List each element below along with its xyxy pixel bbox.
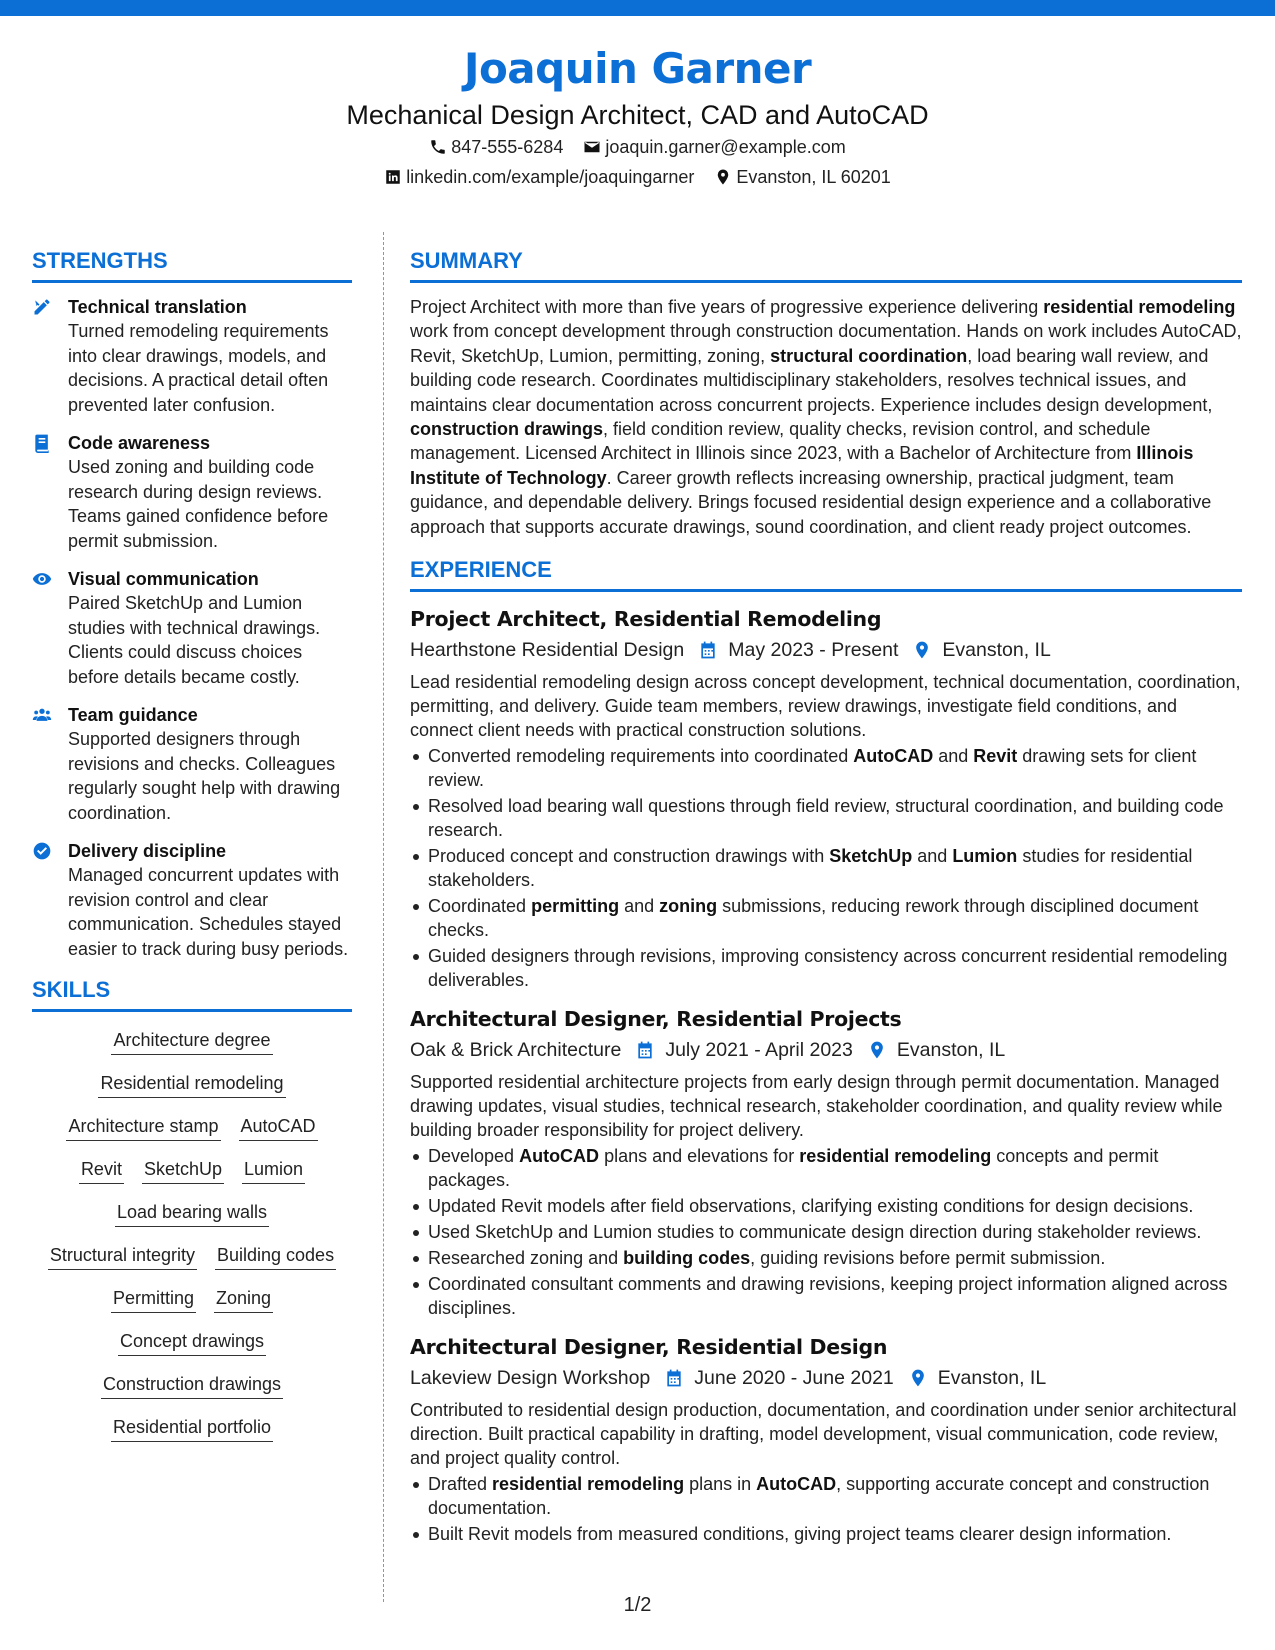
job-location: Evanston, IL bbox=[896, 1039, 1006, 1062]
summary-fragment: . Career growth reflects increasing ownership, practical judgment, team guidance, and dependable delivery. Brings focused residential design experience and a collaborative approach that supports accurate drawings, sound coordination, and client ready project outcomes. bbox=[410, 467, 1212, 537]
skill-tag: Lumion bbox=[242, 1157, 305, 1184]
email-text: joaquin.garner@example.com bbox=[605, 137, 846, 157]
page-number: 1/2 bbox=[623, 1594, 652, 1616]
list-item bbox=[410, 1220, 1242, 1244]
list-item bbox=[410, 1144, 1242, 1192]
strengths-heading: STRENGTHS bbox=[32, 246, 352, 283]
candidate-name: Joaquin Garner bbox=[463, 44, 812, 93]
strength-item bbox=[32, 703, 352, 825]
strength-title: Delivery discipline bbox=[68, 841, 227, 861]
skills-row bbox=[36, 1329, 348, 1356]
bullet-fragment: AutoCAD bbox=[519, 1146, 600, 1167]
list-item bbox=[410, 894, 1242, 942]
bullet-fragment: Coordinated consultant comments and drawing revisions, keeping project information aligned across disciplines. bbox=[428, 1274, 1228, 1319]
skills-row bbox=[36, 1157, 348, 1184]
strength-icon-wrap bbox=[32, 567, 54, 689]
skill-tag: Concept drawings bbox=[118, 1329, 266, 1356]
job-dates: May 2023 - Present bbox=[728, 639, 899, 662]
strength-item bbox=[32, 839, 352, 961]
list-item bbox=[410, 944, 1242, 992]
calendar-icon bbox=[664, 1368, 684, 1388]
bullet-fragment: and bbox=[619, 896, 660, 917]
skill-tag: Building codes bbox=[215, 1243, 336, 1270]
skills-list bbox=[32, 1024, 352, 1442]
strength-icon-wrap bbox=[32, 703, 54, 825]
job-meta bbox=[410, 1034, 1242, 1066]
summary-fragment: Project Architect with more than five years of progressive experience delivering bbox=[410, 297, 1044, 317]
summary-fragment: , load bearing wall review, and building code research. Coordinates multidisciplinary stakeholders, resolves technical issues, and maintains clear documentation across concurrent projects. Experience includes design development, bbox=[410, 345, 1213, 415]
strength-body bbox=[68, 567, 352, 689]
bullet-fragment: and bbox=[933, 746, 974, 767]
skill-tag: AutoCAD bbox=[239, 1114, 318, 1141]
bullet-fragment: , guiding revisions before permit submission. bbox=[750, 1248, 1106, 1269]
phone-icon bbox=[429, 138, 447, 156]
summary-fragment: Illinois Institute of Technology bbox=[410, 443, 1194, 488]
list-item bbox=[410, 1472, 1242, 1520]
job-entry bbox=[410, 1332, 1242, 1546]
bullet-fragment: AutoCAD bbox=[756, 1474, 837, 1495]
job-title: Architectural Designer, Residential Projects bbox=[410, 1007, 902, 1032]
email-contact[interactable] bbox=[583, 132, 845, 162]
skills-row bbox=[36, 1071, 348, 1098]
job-bullets bbox=[410, 1144, 1242, 1320]
skill-tag: Construction drawings bbox=[101, 1372, 283, 1399]
map-pin-icon bbox=[912, 640, 932, 660]
bullet-fragment: AutoCAD bbox=[853, 746, 934, 767]
bullet-fragment: zoning bbox=[659, 896, 718, 917]
job-description: Supported residential architecture projects from early design through permit documentation. Managed drawing updates, visual studies, technical research, stakeholder coordination, and quality review while building broader responsibility for project delivery. bbox=[410, 1072, 1223, 1141]
bullet-fragment: Lumion bbox=[952, 846, 1018, 867]
bullet-fragment: Drafted bbox=[428, 1474, 493, 1495]
strength-icon-wrap bbox=[32, 431, 54, 553]
list-item bbox=[410, 744, 1242, 792]
bullet-fragment: Guided designers through revisions, improving consistency across concurrent residential remodeling deliverables. bbox=[428, 946, 1228, 991]
linkedin-icon bbox=[384, 168, 402, 186]
skill-tag: Residential portfolio bbox=[111, 1415, 273, 1442]
map-pin-icon bbox=[714, 168, 732, 186]
map-pin-icon bbox=[908, 1368, 928, 1388]
strength-body bbox=[68, 295, 352, 417]
strength-item bbox=[32, 431, 352, 553]
strength-title: Team guidance bbox=[68, 705, 198, 725]
job-title: Project Architect, Residential Remodeling bbox=[410, 607, 882, 632]
company-name: Oak & Brick Architecture bbox=[410, 1039, 622, 1062]
bullet-fragment: studies for residential stakeholders. bbox=[428, 846, 1193, 891]
skills-row bbox=[36, 1372, 348, 1399]
skills-row bbox=[36, 1114, 348, 1141]
strength-body bbox=[68, 431, 352, 553]
experience-list bbox=[410, 604, 1242, 1546]
map-pin-icon bbox=[867, 1040, 887, 1060]
skill-tag: Residential remodeling bbox=[98, 1071, 285, 1098]
job-entry bbox=[410, 604, 1242, 992]
job-bullets bbox=[410, 1472, 1242, 1546]
skills-row bbox=[36, 1200, 348, 1227]
location-text: Evanston, IL 60201 bbox=[736, 167, 891, 187]
bullet-fragment: building codes bbox=[623, 1248, 751, 1269]
skill-tag: Permitting bbox=[111, 1286, 196, 1313]
bullet-fragment: drawing sets for client review. bbox=[428, 746, 1197, 791]
job-dates: June 2020 - June 2021 bbox=[694, 1367, 894, 1390]
summary-fragment: structural coordination bbox=[770, 345, 968, 366]
summary-fragment: , field condition review, quality checks, revision control, and schedule management. Licensed Architect in Illinois since 2023, with a Bachelor of Architecture from bbox=[410, 419, 1151, 464]
summary-fragment: work from concept development through construction documentation. Hands on work includes AutoCAD, Revit, SketchUp, Lumion, permitting, zoning, bbox=[410, 321, 1242, 366]
summary-heading: SUMMARY bbox=[410, 246, 1242, 283]
envelope-icon bbox=[583, 138, 601, 156]
company-name: Hearthstone Residential Design bbox=[410, 639, 685, 662]
linkedin-contact[interactable] bbox=[384, 162, 694, 192]
strength-title: Visual communication bbox=[68, 569, 259, 589]
job-entry bbox=[410, 1004, 1242, 1320]
phone-contact[interactable] bbox=[429, 132, 563, 162]
summary-fragment: residential remodeling bbox=[1043, 297, 1236, 317]
job-location: Evanston, IL bbox=[937, 1367, 1047, 1390]
bullet-fragment: Updated Revit models after field observations, clarifying existing conditions for design decisions. bbox=[428, 1196, 1194, 1217]
resume-header bbox=[0, 40, 1275, 192]
strength-body bbox=[68, 839, 352, 961]
list-item bbox=[410, 1522, 1242, 1546]
bullet-fragment: SketchUp bbox=[829, 846, 913, 867]
list-item bbox=[410, 1272, 1242, 1320]
strength-text: Used zoning and building code research during design reviews. Teams gained confidence before permit submission. bbox=[68, 457, 329, 551]
strength-icon-wrap bbox=[32, 839, 54, 961]
strength-text: Supported designers through revisions and checks. Colleagues regularly sought help with drawing coordination. bbox=[68, 729, 341, 823]
strengths-list bbox=[32, 295, 352, 961]
job-dates: July 2021 - April 2023 bbox=[665, 1039, 853, 1062]
bullet-fragment: residential remodeling bbox=[799, 1146, 992, 1167]
bullet-fragment: submissions, reducing rework through disciplined document checks. bbox=[428, 896, 1199, 941]
strength-body bbox=[68, 703, 352, 825]
phone-text: 847-555-6284 bbox=[451, 137, 564, 157]
contact-row-1 bbox=[0, 132, 1275, 162]
skill-tag: Architecture degree bbox=[111, 1028, 272, 1055]
skills-row bbox=[36, 1286, 348, 1313]
bullet-fragment: Built Revit models from measured conditions, giving project teams clearer design information. bbox=[428, 1524, 1172, 1545]
strength-text: Managed concurrent updates with revision control and clear communication. Schedules stayed easier to track during busy periods. bbox=[68, 865, 349, 959]
skill-tag: Architecture stamp bbox=[66, 1114, 220, 1141]
list-item bbox=[410, 1194, 1242, 1218]
bullet-fragment: Used SketchUp and Lumion studies to communicate design direction during stakeholder reviews. bbox=[428, 1222, 1202, 1243]
skill-tag: SketchUp bbox=[142, 1157, 224, 1184]
right-column bbox=[410, 246, 1242, 1558]
job-description: Contributed to residential design production, documentation, and coordination under senior architectural direction. Built practical capability in drafting, model development, visual communication, code review, and project quality control. bbox=[410, 1400, 1237, 1469]
top-accent-bar bbox=[0, 0, 1275, 16]
pencil-ruler-icon bbox=[32, 297, 52, 317]
users-icon bbox=[32, 705, 52, 725]
list-item bbox=[410, 1246, 1242, 1270]
bullet-fragment: and bbox=[912, 846, 953, 867]
job-location: Evanston, IL bbox=[942, 639, 1051, 662]
bullet-fragment: Developed bbox=[428, 1146, 520, 1167]
bullet-fragment: Converted remodeling requirements into coordinated bbox=[428, 746, 854, 767]
eye-icon bbox=[32, 569, 52, 589]
bullet-fragment: Produced concept and construction drawings with bbox=[428, 846, 830, 867]
candidate-title: Mechanical Design Architect, CAD and AutoCAD bbox=[346, 100, 929, 130]
strength-title: Technical translation bbox=[68, 297, 247, 317]
book-icon bbox=[32, 433, 52, 453]
calendar-icon bbox=[698, 640, 718, 660]
strength-text: Paired SketchUp and Lumion studies with technical drawings. Clients could discuss choices before details became costly. bbox=[68, 593, 321, 687]
strength-title: Code awareness bbox=[68, 433, 211, 453]
bullet-fragment: Revit bbox=[973, 746, 1018, 767]
bullet-fragment: residential remodeling bbox=[492, 1474, 685, 1495]
skills-row bbox=[36, 1243, 348, 1270]
bullet-fragment: Coordinated bbox=[428, 896, 532, 917]
bullet-fragment: plans in bbox=[684, 1474, 757, 1495]
location-contact bbox=[714, 162, 890, 192]
job-description: Lead residential remodeling design across concept development, technical documentation, coordination, permitting, and delivery. Guide team members, review drawings, investigate field conditions, and connect client needs with practical construction solutions. bbox=[410, 672, 1241, 741]
left-column bbox=[32, 246, 352, 1442]
bullet-fragment: permitting bbox=[531, 896, 620, 917]
skill-tag: Load bearing walls bbox=[115, 1200, 269, 1227]
linkedin-text: linkedin.com/example/joaquingarner bbox=[406, 167, 695, 187]
bullet-fragment: Researched zoning and bbox=[428, 1248, 624, 1269]
strength-item bbox=[32, 295, 352, 417]
skills-row bbox=[36, 1415, 348, 1442]
list-item bbox=[410, 794, 1242, 842]
check-circle-icon bbox=[32, 841, 52, 861]
skill-tag: Revit bbox=[79, 1157, 124, 1184]
bullet-fragment: Resolved load bearing wall questions through field review, structural coordination, and building code research. bbox=[428, 796, 1224, 841]
strength-text: Turned remodeling requirements into clear drawings, models, and decisions. A practical detail often prevented later confusion. bbox=[68, 321, 329, 415]
job-meta bbox=[410, 634, 1242, 666]
skill-tag: Zoning bbox=[214, 1286, 273, 1313]
skills-row bbox=[36, 1028, 348, 1055]
strength-icon-wrap bbox=[32, 295, 54, 417]
bullet-fragment: , supporting accurate concept and construction documentation. bbox=[428, 1474, 1210, 1519]
summary-text bbox=[410, 295, 1242, 539]
summary-fragment: construction drawings bbox=[410, 419, 604, 440]
experience-heading: EXPERIENCE bbox=[410, 555, 1242, 592]
job-meta bbox=[410, 1362, 1242, 1394]
skills-heading: SKILLS bbox=[32, 975, 352, 1012]
contact-row-2 bbox=[0, 162, 1275, 192]
job-bullets bbox=[410, 744, 1242, 992]
strength-item bbox=[32, 567, 352, 689]
skill-tag: Structural integrity bbox=[48, 1243, 197, 1270]
calendar-icon bbox=[635, 1040, 655, 1060]
job-title: Architectural Designer, Residential Design bbox=[410, 1335, 888, 1360]
company-name: Lakeview Design Workshop bbox=[410, 1367, 651, 1390]
list-item bbox=[410, 844, 1242, 892]
column-divider bbox=[383, 232, 384, 1602]
bullet-fragment: concepts and permit packages. bbox=[428, 1146, 1159, 1191]
bullet-fragment: plans and elevations for bbox=[599, 1146, 800, 1167]
